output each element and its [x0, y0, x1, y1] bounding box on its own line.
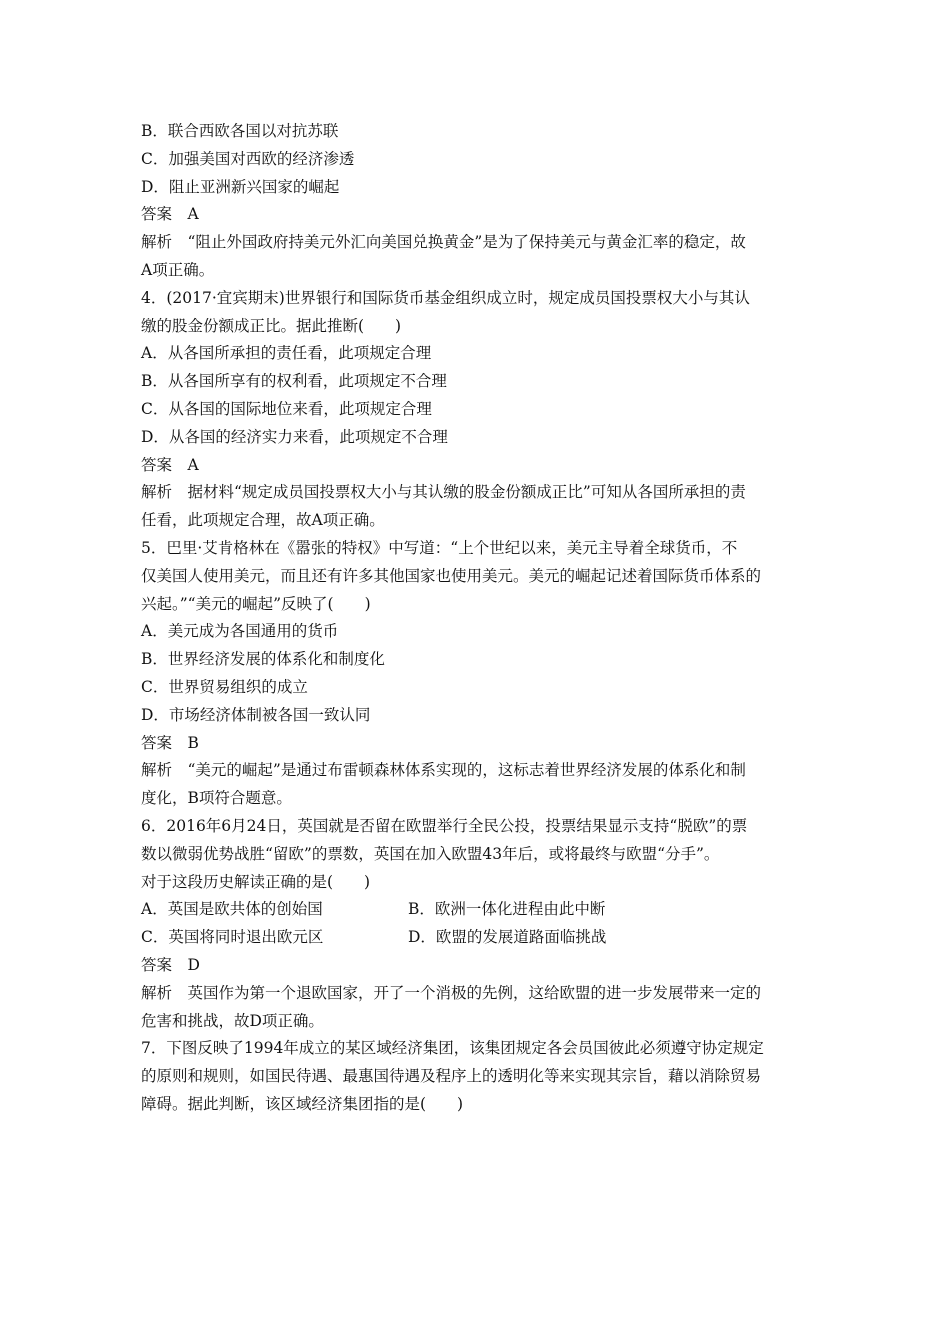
question-6-analysis [141, 980, 813, 1036]
option-a: A．英国是欧共体的创始国 [141, 900, 323, 919]
question-6-answer: 答案 D [141, 955, 200, 974]
option-d: D．欧盟的发展道路面临挑战 [408, 928, 607, 947]
option-c: C．从各国的国际地位来看，此项规定合理 [141, 399, 432, 418]
question-4-stem [141, 285, 813, 341]
option-c: C．加强美国对西欧的经济渗透 [141, 149, 355, 168]
analysis-line: 解析 英国作为第一个退欧国家，开了一个消极的先例，这给欧盟的进一步发展带来一定的 [141, 983, 762, 1002]
stem-line: 5．巴里·艾肯格林在《嚣张的特权》中写道：“上个世纪以来，美元主导着全球货币，不 [141, 538, 738, 557]
stem-line: 障碍。据此判断，该区域经济集团指的是( ) [141, 1094, 464, 1113]
option-c: C．世界贸易组织的成立 [141, 677, 308, 696]
analysis-line: 危害和挑战，故D项正确。 [141, 1011, 324, 1030]
option-d: D．市场经济体制被各国一致认同 [141, 705, 371, 724]
stem-line: 6．2016年6月24日，英国就是否留在欧盟举行全民公投，投票结果显示支持“脱欧”的票 [141, 816, 748, 835]
question-4-answer: 答案 A [141, 455, 199, 474]
option-b: B．从各国所享有的权利看，此项规定不合理 [141, 372, 447, 391]
question-7-stem [141, 1035, 813, 1118]
option-d: D．从各国的经济实力来看，此项规定不合理 [141, 427, 448, 446]
question-5-answer: 答案 B [141, 733, 199, 752]
stem-line: 7．下图反映了1994年成立的某区域经济集团，该集团规定各会员国彼此必须遵守协定规定 [141, 1039, 764, 1058]
option-row [141, 924, 813, 952]
option-a: A．美元成为各国通用的货币 [141, 622, 339, 641]
stem-line: 仅美国人使用美元，而且还有许多其他国家也使用美元。美元的崛起记述着国际货币体系的 [141, 566, 762, 585]
option-d: D．阻止亚洲新兴国家的崛起 [141, 177, 340, 196]
question-6-options [141, 896, 813, 952]
stem-line: 对于这段历史解读正确的是( ) [141, 872, 371, 891]
stem-line: 4．(2017·宜宾期末)世界银行和国际货币基金组织成立时，规定成员国投票权大小与其认 [141, 288, 750, 307]
question-3-analysis [141, 229, 813, 285]
question-4-options [141, 340, 813, 451]
option-a: A．从各国所承担的责任看，此项规定合理 [141, 344, 432, 363]
analysis-line: 解析 “阻止外国政府持美元外汇向美国兑换黄金”是为了保持美元与黄金汇率的稳定，故 [141, 233, 746, 252]
document-page [141, 118, 813, 1119]
question-4-analysis [141, 479, 813, 535]
stem-line: 数以微弱优势战胜“留欧”的票数，英国在加入欧盟43年后，或将最终与欧盟“分手”。 [141, 844, 720, 863]
question-3-options [141, 118, 813, 201]
analysis-line: 度化，B项符合题意。 [141, 789, 292, 808]
option-b: B．世界经济发展的体系化和制度化 [141, 650, 385, 669]
option-b: B．联合西欧各国以对抗苏联 [141, 122, 339, 140]
analysis-line: 解析 “美元的崛起”是通过布雷顿森林体系实现的，这标志着世界经济发展的体系化和制 [141, 761, 746, 780]
option-b: B．欧洲一体化进程由此中断 [408, 900, 606, 919]
question-5-stem [141, 535, 813, 618]
analysis-line: 任看，此项规定合理，故A项正确。 [141, 511, 385, 530]
stem-line: 缴的股金份额成正比。据此推断( ) [141, 316, 402, 335]
question-3-answer: 答案 A [141, 205, 199, 224]
analysis-line: A项正确。 [141, 260, 215, 279]
question-6-stem [141, 813, 813, 896]
option-c: C．英国将同时退出欧元区 [141, 928, 324, 947]
option-row [141, 896, 813, 924]
stem-line: 兴起。”“美元的崛起”反映了( ) [141, 594, 371, 613]
analysis-line: 解析 据材料“规定成员国投票权大小与其认缴的股金份额成正比”可知从各国所承担的责 [141, 483, 746, 502]
stem-line: 的原则和规则，如国民待遇、最惠国待遇及程序上的透明化等来实现其宗旨，藉以消除贸易 [141, 1067, 762, 1086]
question-5-analysis [141, 757, 813, 813]
question-5-options [141, 618, 813, 729]
